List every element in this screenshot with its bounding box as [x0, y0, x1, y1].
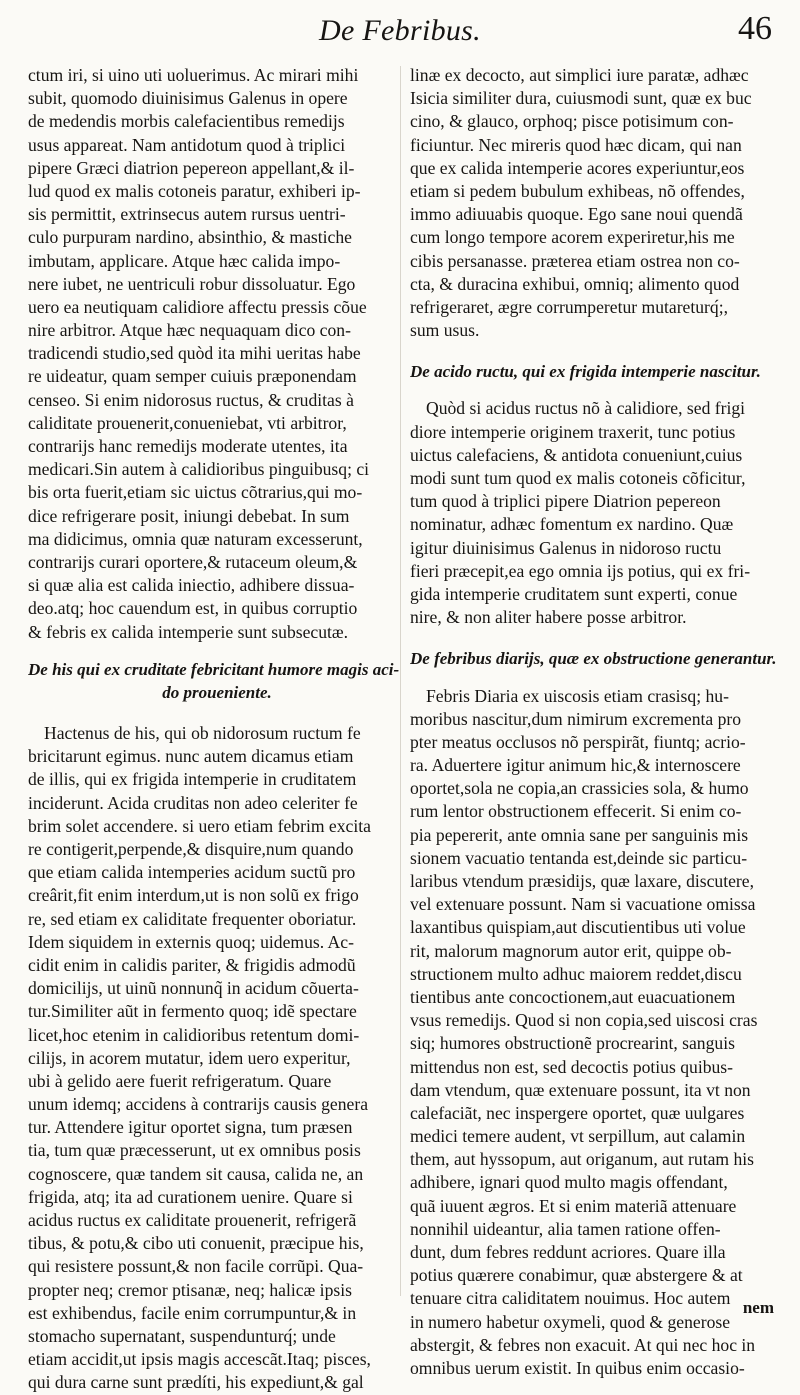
text-line: qui dura carne sunt prædíti, his expediunt,& gal: [28, 1372, 364, 1393]
text-line: medici temere audent, vt serpillum, aut calamin: [410, 1126, 746, 1147]
text-line: tur.Similiter aũt in fermento quoq; idẽ spectare: [28, 1001, 357, 1022]
text-line: tenuare citra caliditatem nouimus. Hoc autem: [410, 1288, 731, 1309]
text-line: qui resistere possunt,& non facile corrũpi. Qua-: [28, 1256, 364, 1277]
text-line: censeo. Si enim nidorosus ructus, & cruditas à: [28, 389, 354, 410]
text-line: deo.atq; hoc cauendum est, in quibus corruptio: [28, 598, 358, 619]
section-heading-febribus-diarijs: [410, 647, 788, 670]
text-line: cum longo tempore acorem experiretur,his me: [410, 227, 735, 248]
catchword: nem: [742, 1298, 774, 1317]
text-line: De febribus diarijs, quæ ex obstructione generantur.: [410, 649, 777, 669]
text-line: contrarijs hanc remedijs moderate utentes, ita: [28, 436, 348, 456]
text-line: tradicendi studio,sed quòd ita mihi ueritas habe: [28, 343, 361, 364]
text-line: tientibus ante concoctionem,aut euacuationem: [410, 986, 736, 1007]
text-line: laxantibus quispiam,aut discutientibus uti volue: [410, 917, 746, 938]
text-line: ctum iri, si uino uti uoluerimus. Ac mirari mihi: [28, 65, 359, 85]
text-line: etiam si pedem bubulum exhibeas, nõ offendes,: [410, 180, 745, 201]
text-line: vsus remedijs. Quod si non copia,sed uiscosi cras: [410, 1010, 758, 1031]
text-line: Idem siquidem in externis quoq; uidemus. Ac-: [28, 931, 354, 952]
text-line: medicari.Sin autem à calidioribus pinguibusq; ci: [28, 459, 370, 480]
text-line: structionem multo adhuc maiorem reddet,discu: [410, 963, 742, 984]
right-paragraph-2: [410, 397, 788, 629]
text-line: sionem vacuatio tentanda est,deinde sic particu-: [410, 847, 748, 868]
left-column: [28, 64, 406, 1395]
text-line: bricitarunt egimus. nunc autem dicamus etiam: [28, 746, 354, 767]
text-line: unum idemq; accidens à contrarijs causis genera: [28, 1094, 369, 1115]
text-line: sum usus.: [410, 320, 480, 341]
text-line: si quæ alia est calida iniectio, adhibere dissua-: [28, 575, 355, 596]
text-line: que etiam calida intemperies acidum suctũ pro: [28, 862, 356, 883]
text-line: tur. Attendere igitur oportet signa, tum præsen: [28, 1117, 353, 1138]
text-line: siq; humores obstructionẽ procrearint, sanguis: [410, 1033, 735, 1054]
text-line: ma didicimus, omnia quæ naturam excesserunt,: [28, 528, 363, 549]
text-line: que ex calida intemperie acores experiuntur,eos: [410, 157, 745, 178]
text-line: do proueniente.: [162, 682, 272, 702]
text-line: ubi à gelido aere fuerit refrigeratum. Quare: [28, 1070, 332, 1091]
text-line: dice refrigerare posit, iniungi debebat. In sum: [28, 505, 350, 526]
text-line: potius quærere conabimur, quæ abstergere & at: [410, 1265, 743, 1286]
text-line: tia, tum quæ præcesserunt, ut ex omnibus posis: [28, 1140, 361, 1161]
text-line: in numero habetur oxymeli, quod & generose: [410, 1311, 731, 1332]
text-line: culo purpuram nardino, absinthio, & mastiche: [28, 227, 352, 248]
text-line: calefaciãt, nec inspergere oportet, quæ uulgares: [410, 1102, 745, 1123]
text-line: lud quod ex malis cotoneis paratur, exhiberi ip-: [28, 180, 361, 201]
text-line: brim solet accendere. si uero etiam febrim excita: [28, 815, 371, 836]
section-heading-cruditate: [28, 658, 406, 704]
text-line: re contigerit,perpende,& disquire,num quando: [28, 839, 354, 859]
text-line: dam vtendum, quæ extenuare possunt, ita vt non: [410, 1079, 751, 1100]
text-line: ra. Aduertere igitur animum hic,& internoscere: [410, 755, 741, 776]
text-line: De his qui ex cruditate febricitant humore magis aci-: [28, 659, 400, 679]
text-line: propter neq; cremor ptisanæ, neq; halicæ ipsis: [28, 1279, 352, 1300]
text-line: quã iuuent ægros. Et si enim materiã attenuare: [410, 1195, 737, 1216]
page-number: 46: [738, 10, 772, 47]
text-line: vel extenuare possunt. Nam si vacuatione omissa: [410, 894, 756, 915]
right-paragraph-1: [410, 64, 788, 342]
text-line: tum quod à triplici pipere Diatrion pepereon: [410, 491, 721, 512]
text-line: pter meatus occlusos nõ perspirãt, fiuntq; acrio-: [410, 731, 746, 752]
text-line: immo adiuuabis quoque. Ego sane noui quendã: [410, 204, 743, 225]
text-line: gida intemperie cruditatem sunt experti, conue: [410, 583, 738, 604]
text-line: ficiuntur. Nec mireris quod hæc dicam, qui nan: [410, 134, 742, 155]
right-column: [410, 64, 788, 1380]
running-head: De Febribus.: [319, 14, 481, 47]
text-line: nominatur, adhæc fomentum ex nardino. Quæ: [410, 514, 734, 535]
text-line: Febris Diaria ex uiscosis etiam crasisq; hu-: [426, 685, 729, 706]
left-paragraph-1: [28, 64, 406, 644]
left-paragraph-2: [28, 722, 406, 1394]
text-line: diore intemperie originem traxerit, tunc potius: [410, 421, 736, 442]
text-line: cino, & glauco, orphoq; pisce potisimum con-: [410, 111, 734, 132]
text-line: stomacho supernatant, suspendunturq́; unde: [28, 1325, 336, 1346]
text-line: subit, quomodo diuinisimus Galenus in opere: [28, 88, 348, 109]
text-line: modi sunt tum quod ex malis cotoneis cõficitur,: [410, 468, 746, 488]
text-line: Isicia similiter dura, cuiusmodi sunt, quæ ex buc: [410, 88, 752, 109]
text-line: nonnihil uideantur, alia tamen ratione offen-: [410, 1218, 721, 1239]
text-line: linæ ex decocto, aut simplici iure paratæ, adhæc: [410, 65, 749, 85]
text-line: omnibus uerum existit. In quibus enim occasio-: [410, 1357, 745, 1378]
text-line: re, sed etiam ex caliditate frequenter oboriatur.: [28, 908, 357, 929]
text-line: pia pepererit, ante omnia sane per sanguinis mis: [410, 824, 749, 845]
text-line: dunt, dum febres reddunt acriores. Quare illa: [410, 1242, 726, 1262]
text-line: licet,hoc etenim in calidioribus retentum domi-: [28, 1024, 360, 1045]
text-line: cta, & duracina exhibui, omniq; alimento quod: [410, 273, 740, 294]
text-line: them, aut hyssopum, aut origanum, aut rutam his: [410, 1149, 755, 1170]
text-line: re uideatur, quam semper cuiuis præponendam: [28, 366, 357, 387]
text-line: abstergit, & febres non exacuit. At qui nec hoc in: [410, 1334, 756, 1355]
text-line: De acido ructu, qui ex frigida intemperie nascitur.: [410, 362, 761, 382]
text-line: moribus nascitur,dum nimirum excrementa pro: [410, 708, 742, 729]
text-line: contrarijs curari oportere,& rutaceum oleum,&: [28, 551, 358, 572]
text-line: Quòd si acidus ructus nõ à calidiore, sed frigi: [426, 398, 746, 419]
text-line: imbutam, applicare. Atque hæc calida impo-: [28, 250, 341, 271]
text-line: nire arbitror. Atque hæc nequaquam dico con-: [28, 320, 351, 341]
text-line: usus appareat. Nam antidotum quod à triplici: [28, 134, 346, 155]
text-line: laribus vtendum præsidijs, quæ laxare, discutere,: [410, 871, 754, 891]
text-line: rit, malorum magnorum autor erit, quippe ob-: [410, 940, 732, 961]
right-paragraph-3: [410, 685, 788, 1381]
text-line: nere iubet, ne uentriculi robur dissoluatur. Ego: [28, 273, 356, 294]
text-line: tibus, & potu,& cibo uti conuenit, præcipue his,: [28, 1233, 364, 1254]
text-line: Hactenus de his, qui ob nidorosum ructum fe: [44, 723, 361, 744]
text-line: cilijs, in acorem mutatur, idem uero experitur,: [28, 1047, 351, 1068]
text-line: acidus ructus ex caliditate prouenerit, refrigerã: [28, 1210, 357, 1230]
text-line: adhibere, ignari quod multo magis offendant,: [410, 1172, 728, 1193]
text-line: domicilijs, ut uinũ nonnunq̃ in acidum cõuerta-: [28, 978, 359, 999]
text-line: fieri præcepit,ea ego omnia ijs potius, qui ex fri-: [410, 560, 751, 581]
text-line: cognoscere, quæ tandem sit causa, calida ne, an: [28, 1163, 364, 1184]
text-line: refrigeraret, ægre corrumperetur mutareturq́;,: [410, 296, 728, 317]
text-line: pipere Græci diatrion pepereon appellant,& il-: [28, 157, 355, 178]
text-line: caliditate prouenerit,conueniebat, vti arbitror,: [28, 412, 347, 433]
text-line: de illis, qui ex frigida intemperie in cruditatem: [28, 769, 357, 790]
text-line: cibis persanasse. præterea etiam ostrea non co-: [410, 250, 740, 271]
text-line: de medendis morbis calefacientibus remedijs: [28, 111, 345, 132]
text-line: mittendus non est, sed decoctis potius quibus-: [410, 1056, 734, 1077]
text-line: igitur diuinisimus Galenus in nidoroso ructu: [410, 537, 722, 558]
text-line: cidit enim in calidis pariter, & frigidis admodũ: [28, 954, 356, 975]
text-line: etiam accidit,ut ipsis magis accescãt.Itaq; pisces,: [28, 1349, 371, 1370]
text-line: frigida, atq; ita ad curationem uenire. Quare si: [28, 1186, 353, 1207]
text-line: & febris ex calida intemperie sunt subsecutæ.: [28, 621, 349, 642]
text-line: uero ea neutiquam calidiore affectu pressis cõue: [28, 296, 367, 317]
text-line: oportet,sola ne copia,an crassicies sola, & humo: [410, 778, 749, 799]
text-line: nire, & non aliter habere posse arbitror.: [410, 607, 687, 628]
text-line: inciderunt. Acida cruditas non adeo celeriter fe: [28, 792, 358, 813]
text-line: sis permittit, extrinsecus autem rursus uentri-: [28, 204, 346, 225]
section-heading-acido-ructu: [410, 360, 788, 383]
text-line: creârit,fit enim interdum,ut is non solũ ex frigo: [28, 885, 359, 906]
text-line: est exhibendus, facile enim corrumpuntur,& in: [28, 1302, 357, 1323]
text-line: bis orta fuerit,etiam sic uictus cõtrarius,qui mo-: [28, 482, 363, 503]
text-line: rum lentor obstructionem effecerit. Si enim co-: [410, 801, 742, 822]
text-line: uictus calefaciens, & antidota conueniunt,cuius: [410, 444, 743, 465]
